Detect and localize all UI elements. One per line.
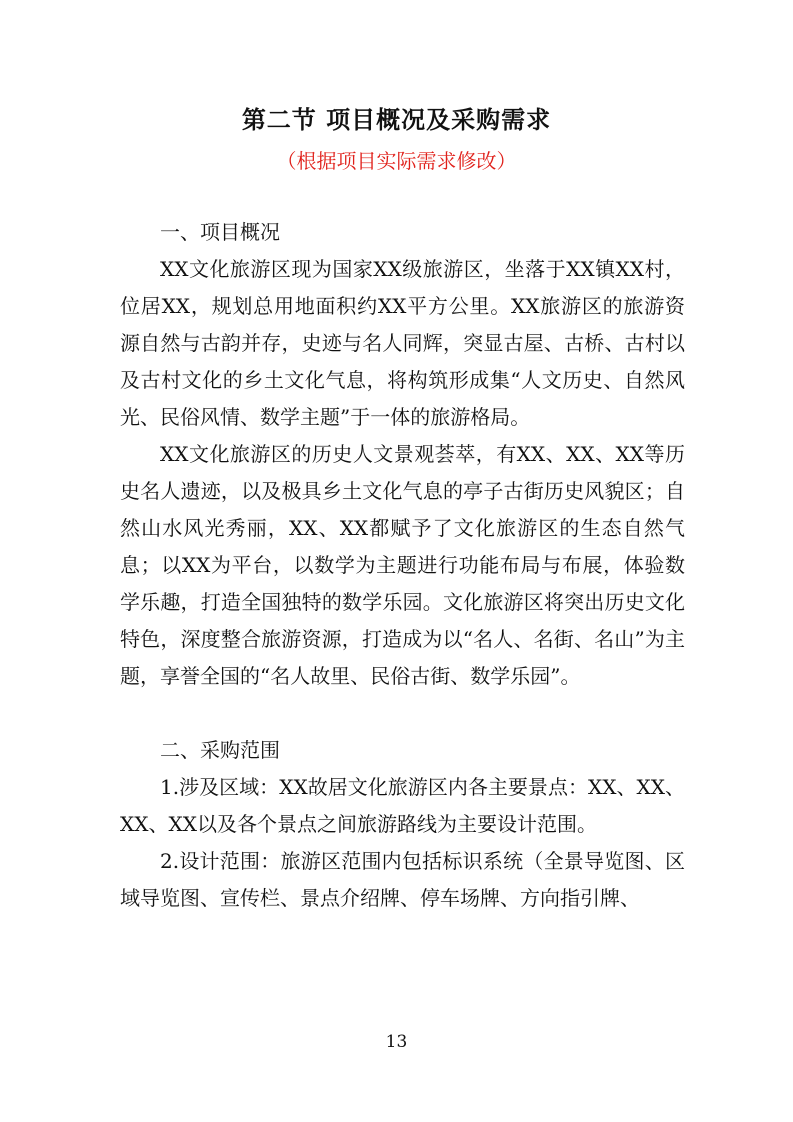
page-subtitle: （根据项目实际需求修改） — [276, 149, 517, 173]
paragraph: 1.涉及区域：XX故居文化旅游区内各主要景点：XX、XX、XX、XX以及各个景点之间旅游路线为主要设计范围。 — [120, 775, 685, 836]
page-number: 13 — [385, 1032, 408, 1052]
page-title: 第二节 项目概况及采购需求 — [241, 105, 552, 134]
paragraph: XX文化旅游区的历史人文景观荟萃，有XX、XX、XX等历史名人遗迹，以及极具乡土文化气息的亭子古街历史风貌区；自然山水风光秀丽，XX、XX都赋予了文化旅游区的生态自然气息；以XX为平台，以数学为主题进行功能布局与布展，体验数学乐趣，打造全国独特的数学乐园。文化旅游区将突出历史文化特色，深度整合旅游资源，打造成为以“名人、名街、名山”为主题，享誉全国的“名人故里、民俗古街、数学乐园”。 — [120, 442, 685, 688]
paragraph: XX文化旅游区现为国家XX级旅游区，坐落于XX镇XX村，位居XX，规划总用地面积约XX平方公里。XX旅游区的旅游资源自然与古韵并存，史迹与名人同辉，突显古屋、古桥、古村以及古村文化的乡土文化气息，将构筑形成集“人文历史、自然风光、民俗风情、数学主题”于一体的旅游格局。 — [120, 257, 685, 429]
section-gap — [120, 695, 685, 732]
section-heading-overview: 一、项目概况 — [160, 220, 280, 244]
document-body — [120, 214, 685, 917]
section-heading-scope: 二、采购范围 — [160, 738, 280, 762]
paragraph: 2.设计范围：旅游区范围内包括标识系统（全景导览图、区域导览图、宣传栏、景点介绍牌、停车场牌、方向指引牌、 — [120, 849, 685, 910]
